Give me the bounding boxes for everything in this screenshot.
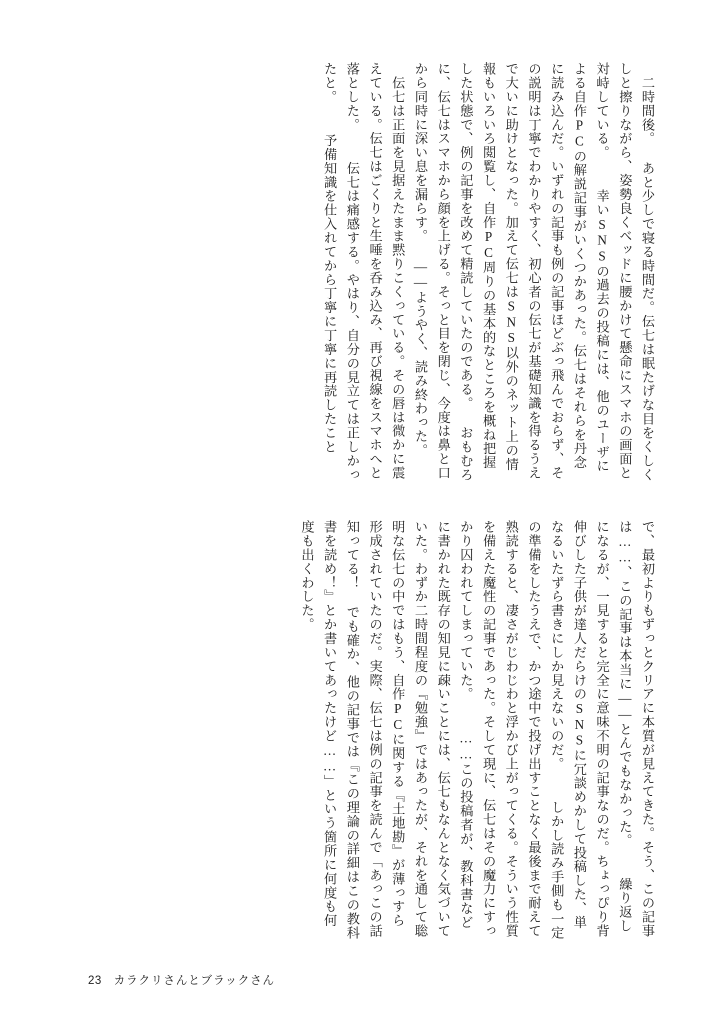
- page-footer: [88, 972, 275, 988]
- body-text-upper: [98, 62, 658, 482]
- body-paragraph-upper: 二時間後。 あと少しで寝る時間だ。伝七は眠たげな目をくしくしと擦りながら、姿勢良くベッドに腰かけて懸命にスマホの画面と対峙している。 幸いSNSの過去の投稿には、他のユーザによる自作PCの解説記事がいくつかあった。伝七はそれらを丹念に読み込んだ。いずれの記事も例の記事ほどぶっ飛んでおらず、その説明は丁寧でわかりやすく、初心者の伝七が基礎知識を得るうえで大いに助けとなった。加えて伝七はSNS以外のネット上の情報もいろいろ閲覧し、自作PC周りの基本的なところを概ね把握した状態で、例の記事を改めて精読していたのである。 おもむろに、伝七はスマホから顔を上げる。そっと目を閉じ、今度は鼻と口から同時に深い息を漏らす。 ——ようやく、読み終わった。 伝七は正面を見据えたまま黙りこくっている。その唇は微かに震えている。伝七はごくりと生唾を呑み込み、再び視線をスマホへと落とした。 伝七は痛感する。やはり、自分の見立ては正しかったと。 予備知識を仕入れてから丁寧に丁寧に再読したこと: [322, 62, 655, 482]
- page-number: 23: [88, 975, 102, 987]
- body-text-lower: [98, 520, 658, 940]
- body-paragraph-lower: で、最初よりもずっとクリアに本質が見えてきた。そう、この記事は……、この記事は本当に——とんでもなかった。 繰り返しになるが、一見すると完全に意味不明の記事なのだ。ちょっぴり背伸びした子供が達人だらけのSNSに冗談めかして投稿した、単なるいたずら書きにしか見えないのだ。 しかし読み手側も一定の準備をしたうえで、かつ途中で投げ出すことなく最後まで耐えて熟読すると、凄さがじわじわと浮かび上がってくる。そういう性質を備えた魔性の記事であった。そして現に、伝七はその魔力にすっかり囚われてしまっていた。 ……この投稿者が、教科書などに書かれた既存の知見に疎いことには、伝七もなんとなく気づいていた。わずか二時間程度の『勉強』ではあったが、それを通して聡明な伝七の中ではもう、自作PCに関する『土地勘』が薄っすら形成されていたのだ。実際、伝七は例の記事を読んで「あっこの話知ってる！ でも確か、他の記事では『この理論の詳細はこの教科書を読め！』とか書いてあったけど……」という箇所に何度も何度も出くわした。: [299, 520, 655, 940]
- running-title: カラクリさんとブラックさん: [113, 975, 275, 987]
